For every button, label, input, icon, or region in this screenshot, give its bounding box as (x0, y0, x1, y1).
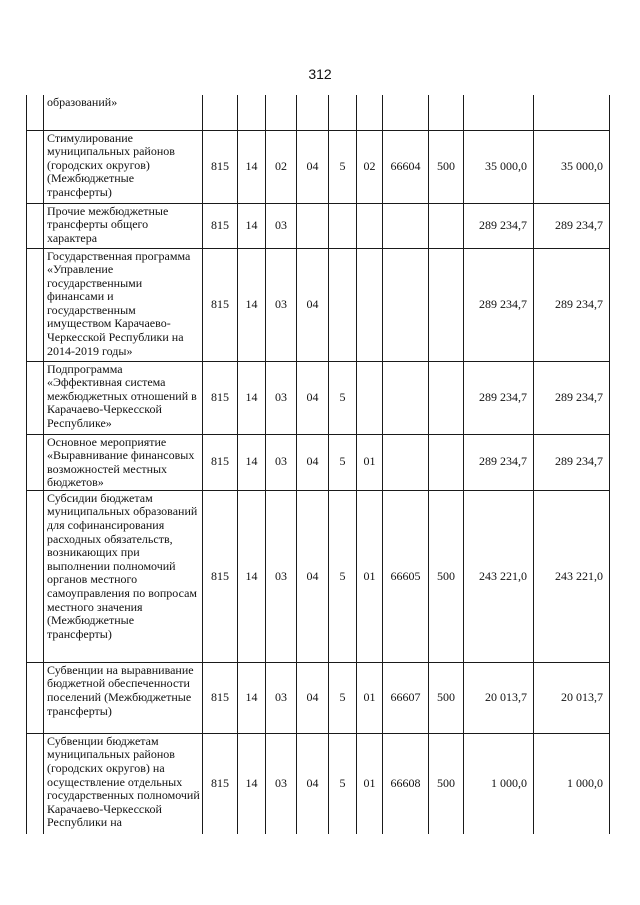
csr-cell: 66607 (383, 662, 429, 733)
csr-cell: 66605 (383, 490, 429, 662)
table-row (27, 248, 610, 361)
amount-2-cell: 243 221,0 (534, 490, 610, 662)
measure-cell (357, 203, 383, 248)
subprogram-cell: 5 (329, 490, 357, 662)
subprogram-cell (329, 248, 357, 361)
vr-cell: 500 (429, 130, 464, 203)
name-cell: Субвенции бюджетам муниципальных районов (городских округов) на осуществление отдельных государственных полномочий Карачаево-Черкесской Республики на (44, 733, 203, 834)
ved-cell (203, 95, 238, 130)
subprogram-cell: 5 (329, 130, 357, 203)
pr-cell: 03 (266, 434, 297, 490)
program-cell (297, 95, 329, 130)
rz-cell: 14 (238, 434, 266, 490)
pr-cell: 02 (266, 130, 297, 203)
index-cell (27, 130, 44, 203)
amount-1-cell (464, 95, 534, 130)
measure-cell: 01 (357, 434, 383, 490)
ved-cell: 815 (203, 248, 238, 361)
csr-cell: 66604 (383, 130, 429, 203)
name-cell: Субсидии бюджетам муниципальных образований для софинансирования расходных обязательств, возникающих при выполнении полномочий органов местного самоуправления по вопросам местного значения (Межбюджетные трансферты) (44, 490, 203, 662)
table-row (27, 490, 610, 662)
subprogram-cell (329, 203, 357, 248)
rz-cell: 14 (238, 130, 266, 203)
index-cell (27, 95, 44, 130)
subprogram-cell: 5 (329, 733, 357, 834)
csr-cell (383, 361, 429, 434)
pr-cell: 03 (266, 248, 297, 361)
program-cell: 04 (297, 361, 329, 434)
table-row (27, 361, 610, 434)
csr-cell (383, 95, 429, 130)
rz-cell: 14 (238, 248, 266, 361)
amount-1-cell: 20 013,7 (464, 662, 534, 733)
table-row (27, 95, 610, 130)
subprogram-cell: 5 (329, 662, 357, 733)
ved-cell: 815 (203, 662, 238, 733)
amount-1-cell: 289 234,7 (464, 434, 534, 490)
program-cell: 04 (297, 662, 329, 733)
program-cell: 04 (297, 733, 329, 834)
program-cell: 04 (297, 130, 329, 203)
name-cell: образований» (44, 95, 203, 130)
table-row (27, 434, 610, 490)
table-row (27, 130, 610, 203)
csr-cell (383, 248, 429, 361)
vr-cell (429, 361, 464, 434)
measure-cell (357, 248, 383, 361)
subprogram-cell (329, 95, 357, 130)
amount-1-cell: 1 000,0 (464, 733, 534, 834)
amount-2-cell: 1 000,0 (534, 733, 610, 834)
page-number: 312 (308, 66, 332, 82)
index-cell (27, 248, 44, 361)
amount-1-cell: 243 221,0 (464, 490, 534, 662)
rz-cell: 14 (238, 203, 266, 248)
name-cell: Стимулирование муниципальных районов (городских округов) (Межбюджетные трансферты) (44, 130, 203, 203)
index-cell (27, 434, 44, 490)
amount-1-cell: 289 234,7 (464, 203, 534, 248)
amount-1-cell: 35 000,0 (464, 130, 534, 203)
amount-2-cell: 20 013,7 (534, 662, 610, 733)
ved-cell: 815 (203, 490, 238, 662)
vr-cell (429, 203, 464, 248)
pr-cell: 03 (266, 203, 297, 248)
name-cell: Прочие межбюджетные трансферты общего характера (44, 203, 203, 248)
measure-cell: 01 (357, 490, 383, 662)
table-row (27, 662, 610, 733)
index-cell (27, 733, 44, 834)
amount-2-cell: 289 234,7 (534, 361, 610, 434)
amount-2-cell: 289 234,7 (534, 203, 610, 248)
index-cell (27, 490, 44, 662)
index-cell (27, 662, 44, 733)
measure-cell: 01 (357, 733, 383, 834)
pr-cell: 03 (266, 490, 297, 662)
rz-cell (238, 95, 266, 130)
amount-2-cell: 289 234,7 (534, 434, 610, 490)
amount-1-cell: 289 234,7 (464, 361, 534, 434)
index-cell (27, 203, 44, 248)
measure-cell (357, 95, 383, 130)
ved-cell: 815 (203, 130, 238, 203)
ved-cell: 815 (203, 361, 238, 434)
subprogram-cell: 5 (329, 361, 357, 434)
budget-table (26, 95, 610, 834)
pr-cell: 03 (266, 662, 297, 733)
csr-cell (383, 434, 429, 490)
program-cell: 04 (297, 490, 329, 662)
program-cell: 04 (297, 434, 329, 490)
csr-cell (383, 203, 429, 248)
name-cell: Подпрограмма «Эффективная система межбюджетных отношений в Карачаево-Черкесской Республике» (44, 361, 203, 434)
ved-cell: 815 (203, 203, 238, 248)
rz-cell: 14 (238, 733, 266, 834)
vr-cell: 500 (429, 662, 464, 733)
name-cell: Государственная программа «Управление государственными финансами и государственным имуществом Карачаево-Черкесской Республики на 2014-2019 годы» (44, 248, 203, 361)
amount-2-cell: 289 234,7 (534, 248, 610, 361)
vr-cell (429, 95, 464, 130)
csr-cell: 66608 (383, 733, 429, 834)
pr-cell: 03 (266, 733, 297, 834)
vr-cell (429, 434, 464, 490)
name-cell: Субвенции на выравнивание бюджетной обеспеченности поселений (Межбюджетные трансферты) (44, 662, 203, 733)
index-cell (27, 361, 44, 434)
pr-cell: 03 (266, 361, 297, 434)
amount-1-cell: 289 234,7 (464, 248, 534, 361)
rz-cell: 14 (238, 361, 266, 434)
measure-cell (357, 361, 383, 434)
rz-cell: 14 (238, 490, 266, 662)
vr-cell: 500 (429, 733, 464, 834)
pr-cell (266, 95, 297, 130)
rz-cell: 14 (238, 662, 266, 733)
name-cell: Основное мероприятие «Выравнивание финансовых возможностей местных бюджетов» (44, 434, 203, 490)
vr-cell: 500 (429, 490, 464, 662)
measure-cell: 01 (357, 662, 383, 733)
vr-cell (429, 248, 464, 361)
program-cell: 04 (297, 248, 329, 361)
measure-cell: 02 (357, 130, 383, 203)
ved-cell: 815 (203, 434, 238, 490)
table-row (27, 203, 610, 248)
amount-2-cell (534, 95, 610, 130)
ved-cell: 815 (203, 733, 238, 834)
table-row (27, 733, 610, 834)
amount-2-cell: 35 000,0 (534, 130, 610, 203)
subprogram-cell: 5 (329, 434, 357, 490)
program-cell (297, 203, 329, 248)
